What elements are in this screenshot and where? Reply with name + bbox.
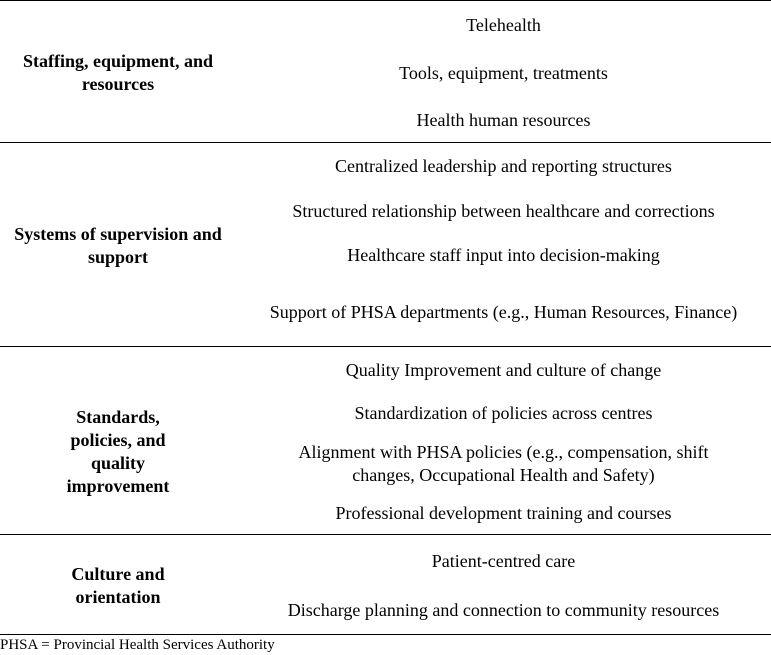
table-item: Alignment with PHSA policies (e.g., compensation, shift changes, Occupational Health and Safety) [298, 442, 709, 485]
row-divider [0, 346, 771, 347]
row-divider [0, 142, 771, 143]
category-label: Culture and orientation [71, 564, 165, 607]
table-item: Patient-centred care [431, 551, 576, 571]
table-item: Professional development training and courses [335, 503, 672, 523]
row-divider [0, 534, 771, 535]
table-item: Standardization of policies across centres [354, 403, 653, 423]
table-item: Healthcare staff input into decision-making [347, 245, 660, 265]
table-item: Telehealth [466, 15, 541, 35]
table-item: Tools, equipment, treatments [399, 63, 608, 83]
table-item: Health human resources [416, 110, 591, 130]
table-item: Structured relationship between healthcare and corrections [292, 201, 715, 221]
category-label: Standards, policies, and quality improvement [66, 407, 170, 496]
table-bottom-rule [0, 634, 771, 635]
table-item: Discharge planning and connection to community resources [287, 600, 720, 620]
table-top-rule [0, 0, 771, 1]
footnote: PHSA = Provincial Health Services Authority [0, 637, 275, 653]
table-item: Quality Improvement and culture of change [345, 360, 662, 380]
table-item: Centralized leadership and reporting structures [335, 156, 672, 176]
table-item: Support of PHSA departments (e.g., Human Resources, Finance) [269, 302, 738, 322]
category-label: Systems of supervision and support [14, 224, 222, 267]
category-label: Staffing, equipment, and resources [22, 51, 214, 94]
